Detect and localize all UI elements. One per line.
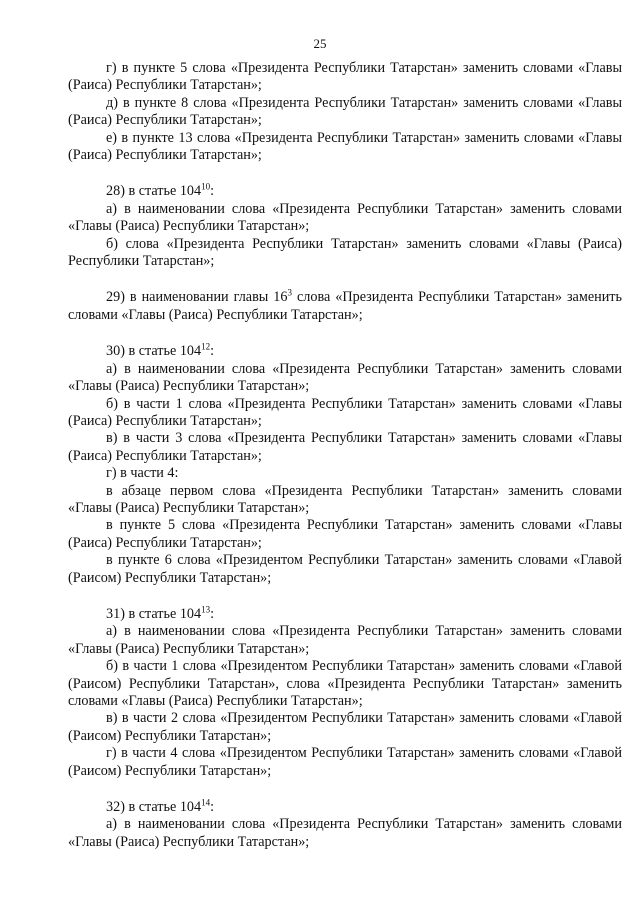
document-body <box>68 60 622 851</box>
paragraph-text: г) в пункте 5 слова «Президента Республики Татарстан» заменить словами «Главы (Раиса) Республики Татарстан»; <box>68 60 622 94</box>
paragraph <box>68 236 622 271</box>
paragraph <box>68 658 622 710</box>
paragraph <box>68 130 622 165</box>
paragraph <box>68 343 622 360</box>
paragraph <box>68 606 622 623</box>
paragraph-text: а) в наименовании слова «Президента Республики Татарстан» заменить словами «Главы (Раиса) Республики Татарстан»; <box>68 360 622 395</box>
paragraph <box>68 361 622 396</box>
paragraph <box>68 710 622 745</box>
paragraph <box>68 183 622 200</box>
paragraph-text-continued: : <box>210 183 215 200</box>
paragraph-text-continued: : <box>210 605 215 622</box>
paragraph <box>68 517 622 552</box>
paragraph-text: 30) в статье 104 <box>106 343 202 360</box>
article-superscript: 13 <box>201 604 211 615</box>
paragraph <box>68 430 622 465</box>
paragraph <box>68 396 622 431</box>
section-gap <box>68 780 622 799</box>
paragraph-text-continued: слова «Президента Республики Татарстан» заменить словами «Главы (Раиса) Республики Татарстан»; <box>68 289 622 323</box>
paragraph-text: в пункте 6 слова «Президентом Республики Татарстан» заменить словами «Главой (Раисом) Республики Татарстан»; <box>68 552 622 586</box>
paragraph-text: в) в части 2 слова «Президентом Республики Татарстан» заменить словами «Главой (Раисом) Республики Татарстан»; <box>68 710 622 744</box>
paragraph <box>68 552 622 587</box>
section-gap <box>68 324 622 343</box>
paragraph-text-continued: : <box>210 343 215 360</box>
paragraph <box>68 816 622 851</box>
paragraph <box>68 95 622 130</box>
paragraph-text: д) в пункте 8 слова «Президента Республики Татарстан» заменить словами «Главы (Раиса) Республики Татарстан»; <box>68 94 622 129</box>
section-gap <box>68 587 622 606</box>
paragraph-text-continued: : <box>210 799 215 816</box>
section-gap <box>68 164 622 183</box>
paragraph <box>68 289 622 324</box>
paragraph-text: а) в наименовании слова «Президента Республики Татарстан» заменить словами «Главы (Раиса) Республики Татарстан»; <box>68 200 622 235</box>
paragraph <box>68 745 622 780</box>
paragraph-text: б) слова «Президента Республики Татарстан» заменить словами «Главы (Раиса) Республики Татарстан»; <box>68 235 622 270</box>
paragraph-text: в пункте 5 слова «Президента Республики Татарстан» заменить словами «Главы (Раиса) Республики Татарстан»; <box>68 517 622 551</box>
article-superscript: 10 <box>201 181 211 192</box>
paragraph-text: а) в наименовании слова «Президента Республики Татарстан» заменить словами «Главы (Раиса) Республики Татарстан»; <box>68 816 622 850</box>
paragraph <box>68 465 622 482</box>
paragraph <box>68 483 622 518</box>
paragraph-text: 31) в статье 104 <box>106 605 202 622</box>
paragraph <box>68 623 622 658</box>
paragraph-text: е) в пункте 13 слова «Президента Республики Татарстан» заменить словами «Главы (Раиса) Республики Татарстан»; <box>68 129 622 164</box>
article-superscript: 12 <box>201 341 211 352</box>
paragraph-text: б) в части 1 слова «Президента Республики Татарстан» заменить словами «Главы (Раиса) Республики Татарстан»; <box>68 395 622 429</box>
section-gap <box>68 270 622 289</box>
paragraph <box>68 201 622 236</box>
paragraph-text: в) в части 3 слова «Президента Республики Татарстан» заменить словами «Главы (Раиса) Республики Татарстан»; <box>68 430 622 464</box>
page-number: 25 <box>313 36 327 51</box>
paragraph-text: г) в части 4 слова «Президентом Республики Татарстан» заменить словами «Главой (Раисом) Республики Татарстан»; <box>68 745 622 779</box>
paragraph-text: г) в части 4: <box>106 465 179 482</box>
paragraph <box>68 60 622 95</box>
paragraph-text: а) в наименовании слова «Президента Республики Татарстан» заменить словами «Главы (Раиса) Республики Татарстан»; <box>68 623 622 657</box>
paragraph-text: 28) в статье 104 <box>106 183 202 200</box>
paragraph-text: 29) в наименовании главы 16 <box>106 289 288 306</box>
article-superscript: 3 <box>287 287 292 298</box>
article-superscript: 14 <box>201 797 211 808</box>
paragraph <box>68 799 622 816</box>
paragraph-text: 32) в статье 104 <box>106 799 202 816</box>
paragraph-text: б) в части 1 слова «Президентом Республики Татарстан» заменить словами «Главой (Раисом) Республики Татарстан», слова «Президента Республики Татарстан» заменить словами «Главы (Раиса) Республики Татарстан»; <box>68 658 622 709</box>
paragraph-text: в абзаце первом слова «Президента Республики Татарстан» заменить словами «Главы (Раиса) Республики Татарстан»; <box>68 482 622 516</box>
